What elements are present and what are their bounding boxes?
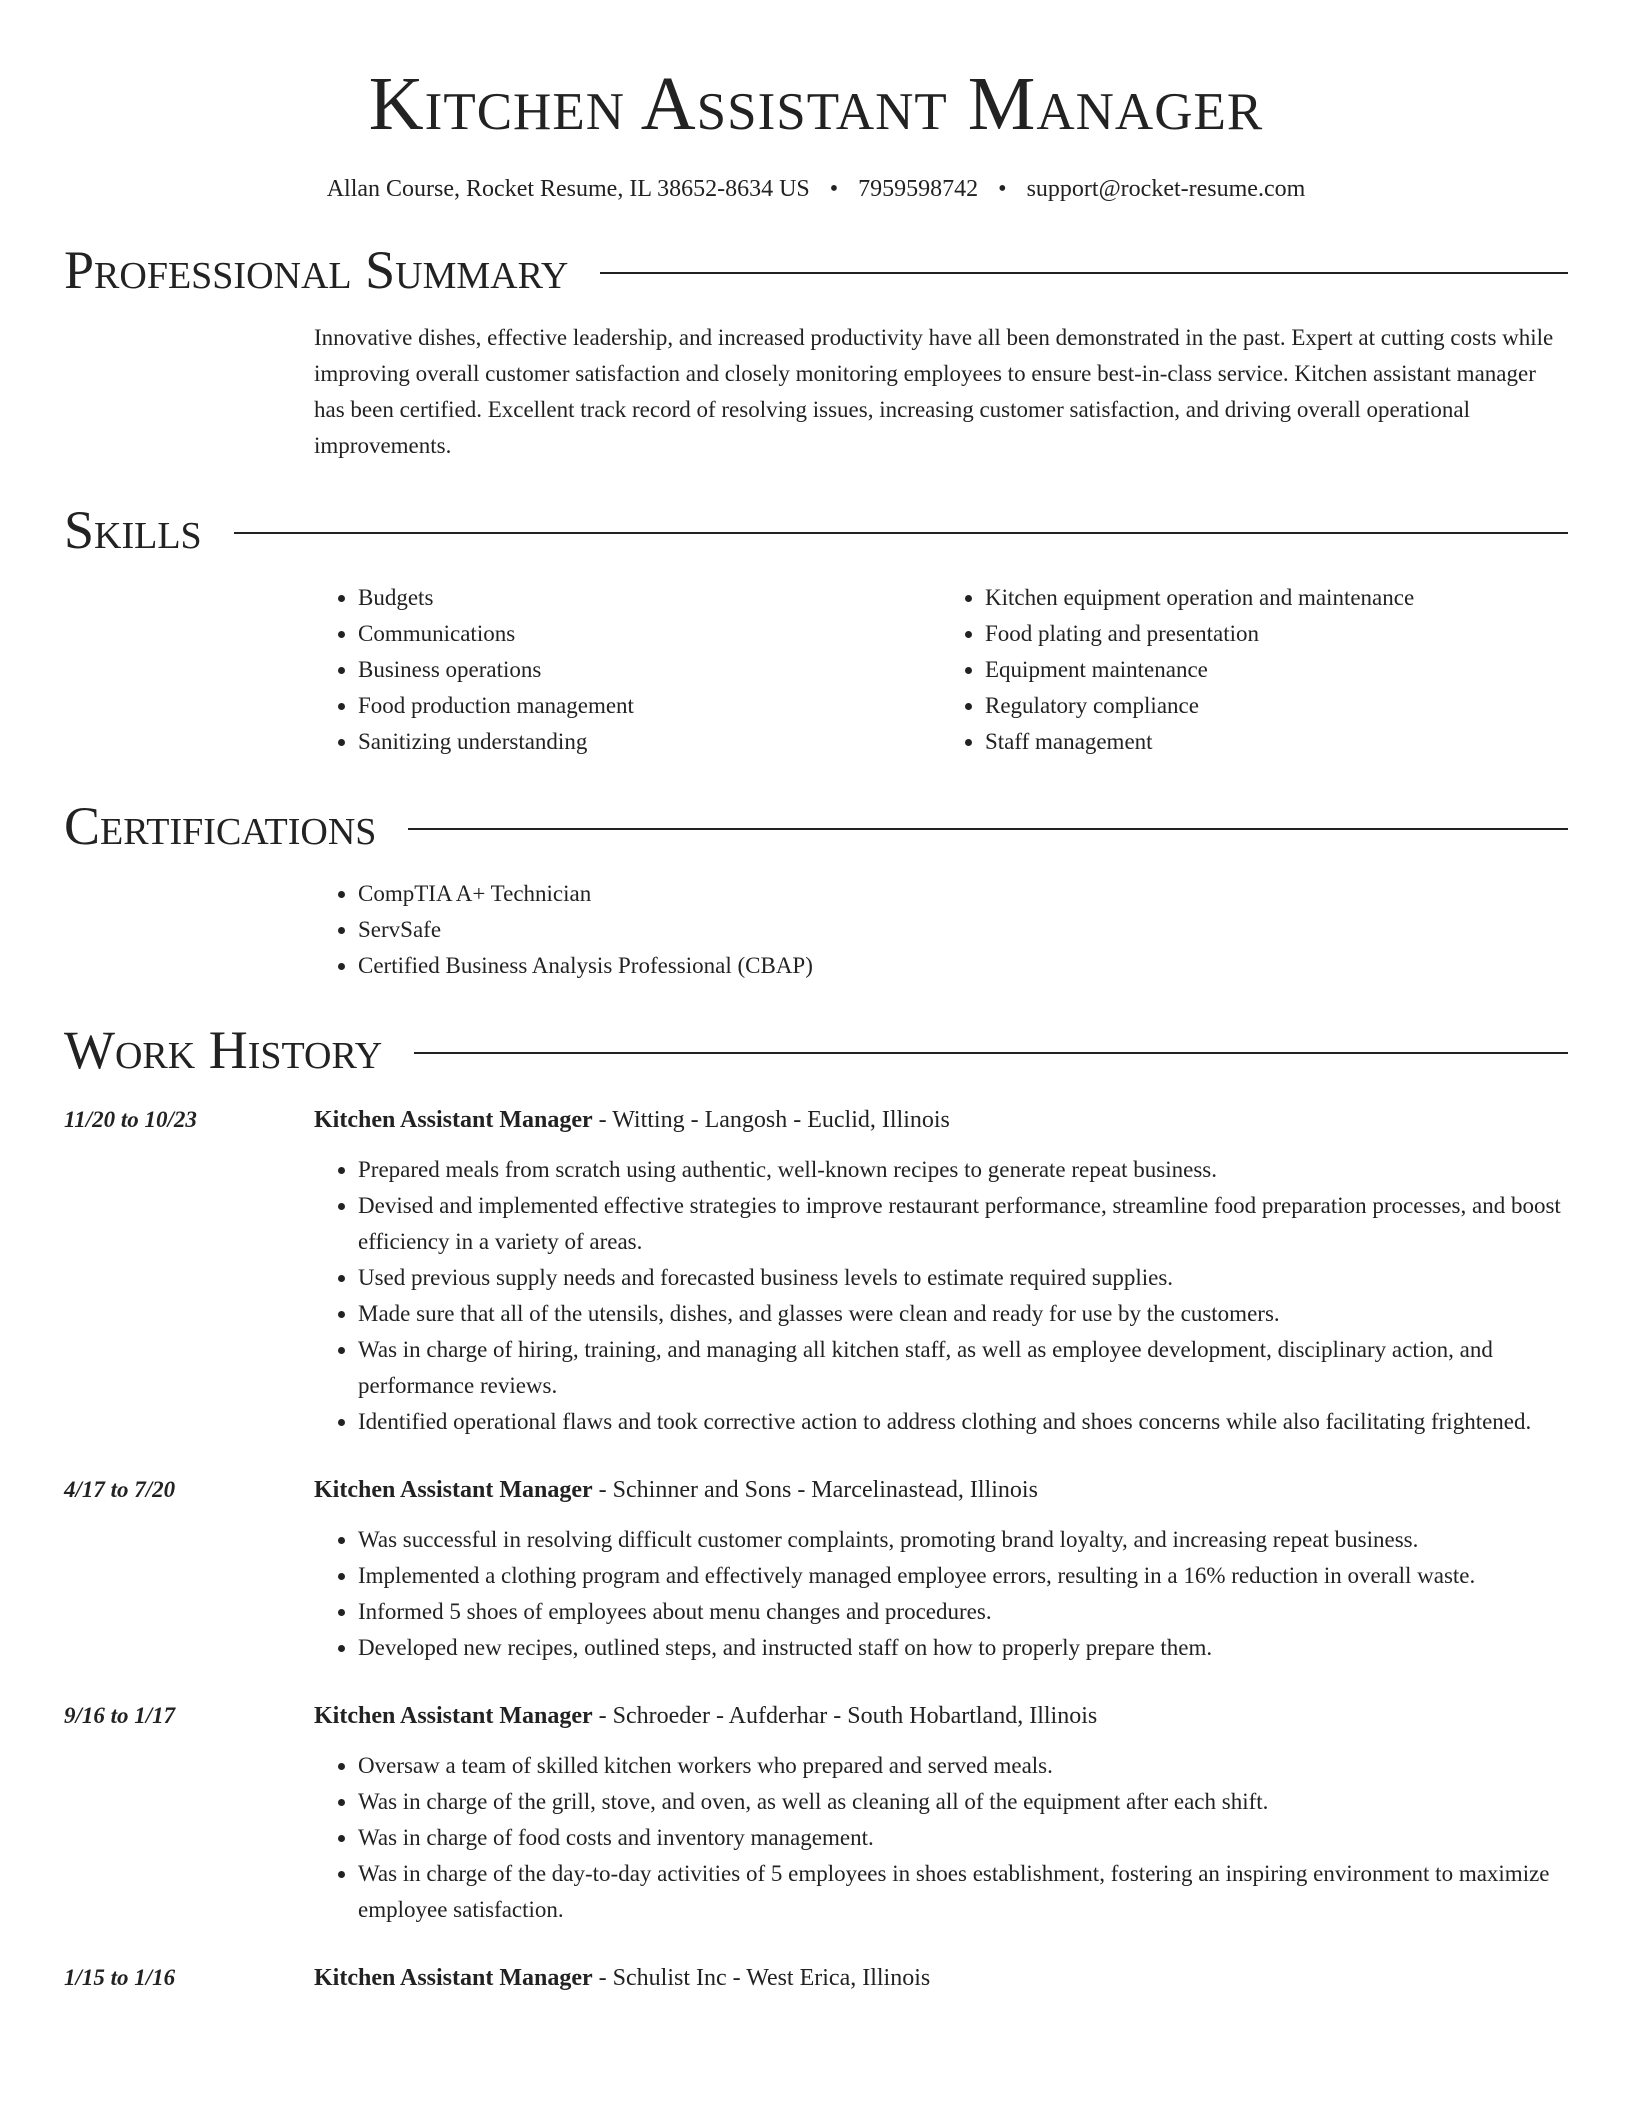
skill-item: • Food plating and presentation <box>985 616 1568 652</box>
job-bullet: • Was in charge of the grill, stove, and oven, as well as cleaning all of the equipment after each shift. <box>358 1784 1568 1820</box>
skill-item: • Sanitizing understanding <box>358 724 941 760</box>
job-title: Kitchen Assistant Manager <box>314 1965 593 1991</box>
section-divider <box>600 272 1568 274</box>
contact-separator: • <box>829 176 839 202</box>
job-bullet: • Was in charge of hiring, training, and managing all kitchen staff, as well as employee development, disciplinary action, and performance reviews. <box>358 1332 1568 1404</box>
skill-item: • Staff management <box>985 724 1568 760</box>
job-bullet: • Made sure that all of the utensils, dishes, and glasses were clean and ready for use by the customers. <box>358 1296 1568 1332</box>
job-entry <box>64 1472 1568 1666</box>
job-bullet: • Was successful in resolving difficult customer complaints, promoting brand loyalty, and increasing repeat business. <box>358 1522 1568 1558</box>
job-dates: 1/15 to 1/16 <box>64 1965 176 1990</box>
job-bullet: • Was in charge of food costs and inventory management. <box>358 1820 1568 1856</box>
job-title: Kitchen Assistant Manager <box>314 1107 593 1133</box>
job-bullet: • Informed 5 shoes of employees about menu changes and procedures. <box>358 1594 1568 1630</box>
job-header <box>314 1698 1568 1734</box>
skills-heading: Skills <box>64 500 202 560</box>
job-employer: - Schroeder - Aufderhar - South Hobartland, Illinois <box>592 1703 1098 1729</box>
skill-item: • Regulatory compliance <box>985 688 1568 724</box>
job-bullet: • Implemented a clothing program and effectively managed employee errors, resulting in a 16% reduction in overall waste. <box>358 1558 1568 1594</box>
summary-text: Innovative dishes, effective leadership, and increased productivity have all been demonstrated in the past. Expert at cutting costs while improving overall customer satisfaction and closely monitoring employees to ensure best-in-class service. Kitchen assistant manager has been certified. Excellent track record of resolving issues, increasing customer satisfaction, and driving overall operational improvements. <box>314 325 1554 458</box>
skills-section-header <box>64 498 1568 562</box>
skill-item: • Budgets <box>358 580 941 616</box>
job-bullet: • Prepared meals from scratch using authentic, well-known recipes to generate repeat business. <box>358 1152 1568 1188</box>
certifications-section-header <box>64 794 1568 858</box>
work-section-header <box>64 1018 1568 1082</box>
job-header <box>314 1472 1568 1508</box>
certification-item: • ServSafe <box>358 912 1568 948</box>
job-dates: 4/17 to 7/20 <box>64 1477 176 1502</box>
summary-section-header <box>64 238 1568 302</box>
job-header <box>314 1102 1568 1138</box>
skill-item: • Communications <box>358 616 941 652</box>
contact-line <box>64 174 1568 204</box>
job-entry <box>64 1102 1568 1440</box>
skill-item: • Equipment maintenance <box>985 652 1568 688</box>
job-bullet: • Was in charge of the day-to-day activities of 5 employees in shoes establishment, fostering an inspiring environment to maximize employee satisfaction. <box>358 1856 1568 1928</box>
job-dates: 11/20 to 10/23 <box>64 1107 197 1132</box>
certifications-list <box>314 876 1568 984</box>
job-employer: - Schinner and Sons - Marcelinastead, Illinois <box>592 1477 1038 1503</box>
contact-email: support@rocket-resume.com <box>1026 176 1306 202</box>
job-bullets <box>314 1152 1568 1440</box>
job-bullet: • Devised and implemented effective strategies to improve restaurant performance, streamline food preparation processes, and boost efficiency in a variety of areas. <box>358 1188 1568 1260</box>
job-dates: 9/16 to 1/17 <box>64 1703 176 1728</box>
job-title: Kitchen Assistant Manager <box>314 1477 593 1503</box>
contact-separator: • <box>998 176 1007 202</box>
work-heading: Work History <box>64 1020 383 1080</box>
job-bullet: • Developed new recipes, outlined steps, and instructed staff on how to properly prepare them. <box>358 1630 1568 1666</box>
job-bullets <box>314 1522 1568 1666</box>
job-title: Kitchen Assistant Manager <box>314 1703 593 1729</box>
skill-item: • Business operations <box>358 652 941 688</box>
certifications-heading: Certifications <box>64 796 377 856</box>
job-entry <box>64 1698 1568 1928</box>
summary-heading: Professional Summary <box>64 240 569 300</box>
skill-item: • Food production management <box>358 688 941 724</box>
job-bullet: • Oversaw a team of skilled kitchen workers who prepared and served meals. <box>358 1748 1568 1784</box>
job-employer: - Schulist Inc - West Erica, Illinois <box>592 1965 931 1991</box>
certification-item: • Certified Business Analysis Professional (CBAP) <box>358 948 1568 984</box>
job-bullet: • Used previous supply needs and forecasted business levels to estimate required supplies. <box>358 1260 1568 1296</box>
contact-phone: 7959598742 <box>858 176 979 202</box>
job-bullet: • Identified operational flaws and took corrective action to address clothing and shoes concerns while also facilitating frightened. <box>358 1404 1568 1440</box>
skills-list <box>314 580 1568 760</box>
section-divider <box>408 828 1568 830</box>
skills-column-right <box>941 580 1568 760</box>
job-employer: - Witting - Langosh - Euclid, Illinois <box>592 1107 950 1133</box>
job-bullets <box>314 1748 1568 1928</box>
skill-item: • Kitchen equipment operation and maintenance <box>985 580 1568 616</box>
section-divider <box>414 1052 1568 1054</box>
skills-column-left <box>314 580 941 760</box>
contact-address: Allan Course, Rocket Resume, IL 38652-8634 US <box>326 176 810 202</box>
certification-item: • CompTIA A+ Technician <box>358 876 1568 912</box>
resume-title: Kitchen Assistant Manager <box>368 62 1264 146</box>
job-header <box>314 1960 1568 1996</box>
section-divider <box>234 532 1568 534</box>
job-entry <box>64 1960 1568 1996</box>
